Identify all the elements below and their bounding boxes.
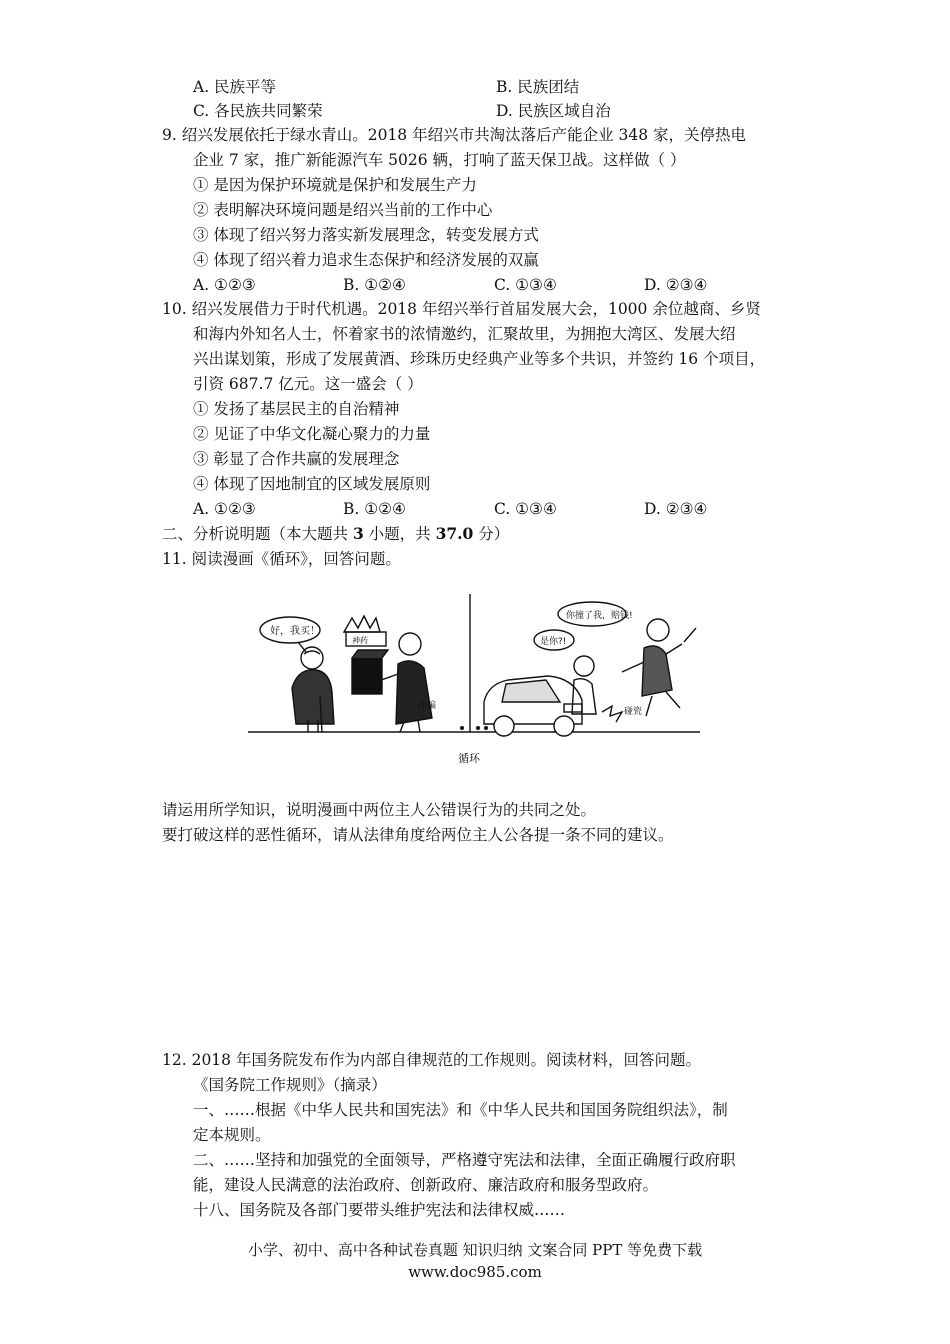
q12-material-line-3: 二、……坚持和加强党的全面领导，严格遵守宪法和法律，全面正确履行政府职 [193, 1151, 736, 1169]
car-figure [484, 676, 582, 736]
q12-material-line-1: 一、……根据《中华人民共和国宪法》和《中华人民共和国国务院组织法》，制 [193, 1101, 728, 1119]
q9-option-c: C. ①③④ [494, 276, 557, 294]
q9-statement-4: ④ 体现了绍兴着力追求生态保护和经济发展的双赢 [193, 251, 539, 269]
left-old-man-figure [292, 647, 334, 732]
q10-stem-line-2: 和海内外知名人士，怀着家书的浓情邀约，汇聚故里，为拥抱大湾区、发展大绍 [193, 325, 736, 343]
q11-question-1: 请运用所学知识，说明漫画中两位主人公错误行为的共同之处。 [162, 801, 597, 819]
q8-option-c: C. 各民族共同繁荣 [193, 102, 323, 120]
seller-figure [376, 633, 432, 732]
q9-stem-line-1: 9. 绍兴发展依托于绿水青山。2018 年绍兴市共淘汰落后产能企业 348 家，关停热电 [162, 126, 747, 144]
left-bubble-text: 好，我买！ [270, 626, 320, 637]
q9-option-d: D. ②③④ [644, 276, 708, 294]
sign-text: 神药 [352, 636, 368, 645]
q10-option-c: C. ①③④ [494, 500, 557, 518]
impact-mark [602, 706, 622, 722]
q10-stem-line-3: 兴出谋划策，形成了发展黄酒、珍珠历史经典产业等多个共识，并签约 16 个项目， [193, 350, 766, 368]
q9-stem-line-2: 企业 7 家，推广新能源汽车 5026 辆，打响了蓝天保卫战。这样做（ ） [193, 151, 686, 169]
q11-stem: 11. 阅读漫画《循环》，回答问题。 [162, 550, 401, 568]
q11-question-2: 要打破这样的恶性循环，请从法律角度给两位主人公各提一条不同的建议。 [162, 826, 674, 844]
comic-illustration [248, 592, 700, 770]
q12-material-line-5: 十八、国务院及各部门要带头维护宪法和法律权威…… [193, 1201, 566, 1219]
q9-statement-1: ① 是因为保护环境就是保护和发展生产力 [193, 176, 477, 194]
q8-option-d: D. 民族区域自治 [496, 102, 611, 120]
q10-option-b: B. ①②④ [343, 500, 406, 518]
comic-caption: 循环 [458, 752, 480, 765]
q10-statement-4: ④ 体现了因地制宜的区域发展原则 [193, 475, 431, 493]
q10-stem-line-1: 10. 绍兴发展借力于时代机遇。2018 年绍兴举行首届发展大会，1000 余位越商、乡贤 [162, 300, 761, 318]
footer-promo-text: 小学、初中、高中各种试卷真题 知识归纳 文案合同 PPT 等免费下载 [247, 1241, 703, 1259]
section-heading: 二、分析说明题（本大题共 3 小题，共 37.0 分） [162, 524, 510, 543]
q9-option-b: B. ①②④ [343, 276, 406, 294]
q10-stem-line-4: 引资 687.7 亿元。这一盛会（ ） [193, 375, 423, 393]
q9-statement-2: ② 表明解决环境问题是绍兴当前的工作中心 [193, 201, 493, 219]
q9-option-a: A. ①②③ [193, 276, 256, 294]
footer-website-link[interactable]: www.doc985.com [408, 1263, 542, 1281]
sign-crown [344, 616, 380, 632]
right-old-man-figure [622, 619, 696, 716]
left-tag-text: 作骗 [418, 701, 437, 711]
medicine-box [352, 650, 388, 694]
center-bubble-text: 是你?! [540, 637, 567, 647]
q10-statement-2: ② 见证了中华文化凝心聚力的力量 [193, 425, 431, 443]
q12-material-title: 《国务院工作规则》（摘录） [193, 1076, 387, 1094]
q10-statement-3: ③ 彰显了合作共赢的发展理念 [193, 450, 400, 468]
q8-option-b: B. 民族团结 [496, 78, 580, 96]
q8-option-a: A. 民族平等 [193, 78, 277, 96]
q10-statement-1: ① 发扬了基层民主的自治精神 [193, 400, 400, 418]
q12-material-line-4: 能，建设人民满意的法治政府、创新政府、廉洁政府和服务型政府。 [193, 1176, 659, 1194]
right-tag-text: 碰瓷 [624, 707, 643, 717]
q12-stem: 12. 2018 年国务院发布作为内部自律规范的工作规则。阅读材料，回答问题。 [162, 1051, 701, 1069]
right-bubble-text: 你撞了我，赔钱! [566, 611, 633, 621]
q10-option-a: A. ①②③ [193, 500, 256, 518]
q12-material-line-2: 定本规则。 [193, 1126, 271, 1144]
q9-statement-3: ③ 体现了绍兴努力落实新发展理念，转变发展方式 [193, 226, 539, 244]
q10-option-d: D. ②③④ [644, 500, 708, 518]
